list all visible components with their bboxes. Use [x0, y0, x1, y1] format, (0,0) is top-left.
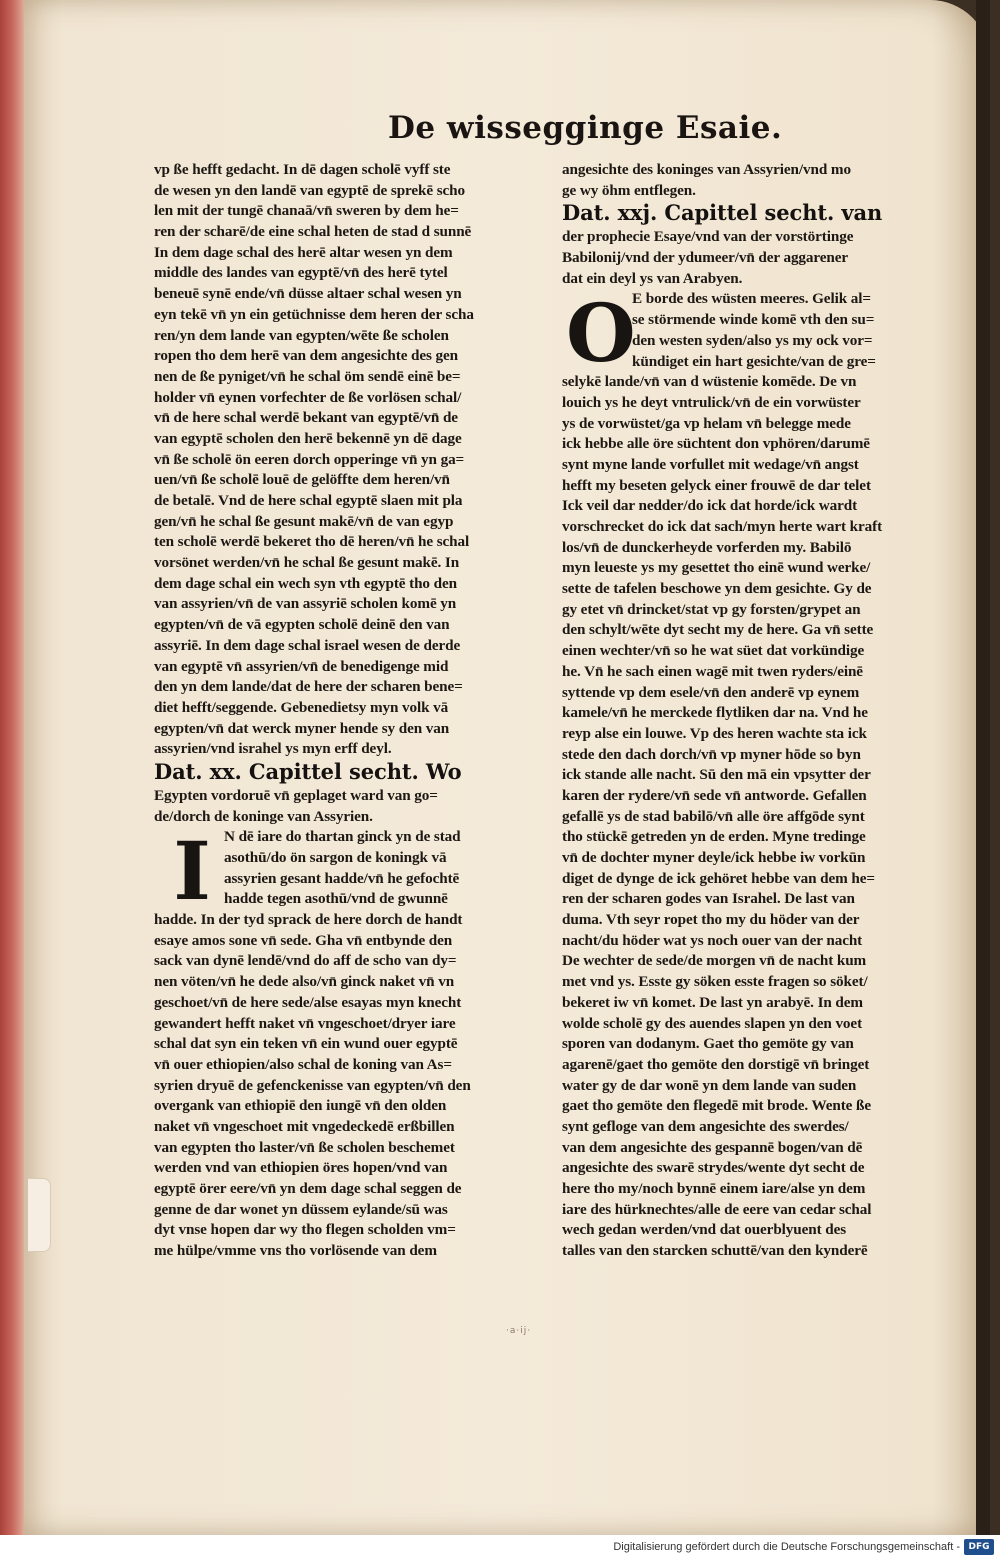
text-line: hadde tegen asothū/vnd de gwunnē [224, 890, 448, 908]
text-line: ropen tho dem herē van dem angesichte des gen [154, 347, 459, 365]
running-title: De wissegginge Esaie. [388, 110, 783, 146]
text-line: ge wy öhm entflegen. [562, 181, 696, 199]
text-line: myn leueste ys my gesettet tho einē wund werke/ [562, 559, 871, 577]
text-line: Egypten vordoruē vn̄ geplaget ward van go= [154, 786, 438, 804]
left-column-bottom-text [154, 910, 516, 1262]
text-line: de wesen yn den landē van egyptē de sprekē scho [154, 181, 466, 199]
chapter-20-heading: Dat. xx. Capittel secht. Wo [154, 759, 462, 784]
chapter-21-heading: Dat. xxj. Capittel secht. van [562, 201, 883, 226]
text-line: gy etet vn̄ drincket/stat vp gy forsten/grypet an [562, 600, 861, 618]
footer-bar [0, 1535, 1000, 1561]
text-line: egypten/vn̄ dat werck myner hende sy den van [154, 719, 450, 737]
funding-credit: Digitalisierung gefördert durch die Deutsche Forschungsgemeinschaft - [613, 1541, 960, 1553]
text-line: egyptē örer eere/vn̄ yn dem dage schal seggen de [154, 1180, 462, 1197]
text-line: egypten/vn̄ de vā egypten scholē deinē den van [154, 616, 450, 634]
text-line: uen/vn̄ ße scholē louē de gelöffte dem heren/vn̄ [154, 471, 450, 489]
text-line: der prophecie Esaye/vnd van der vorstörtinge [562, 228, 854, 246]
left-column-top-text [154, 160, 516, 760]
text-line: kamele/vn̄ he merckede flytliken dar na. Vnd he [562, 704, 868, 722]
text-line: angesichte des koninges van Assyrien/vnd mo [562, 161, 851, 178]
text-line: van dem angesichte des gespannē bogen/van dē [562, 1138, 863, 1156]
text-line: ick stande alle nacht. Sū den mā ein vpsytter der [562, 766, 871, 784]
text-line: ren der scharen godes van Israhel. De last van [562, 890, 855, 908]
text-line: nacht/du höder wat ys noch ouer van der nacht [562, 931, 863, 949]
text-line: diget de dynge de ick gehöret hebbe van dem he= [562, 869, 875, 887]
text-line: van assyrien/vn̄ de van assyriē scholen komē yn [154, 595, 457, 613]
text-line: einen wechter/vn̄ so he wat süet dat vorkündige [562, 642, 865, 660]
dfg-logo: DFG [964, 1539, 994, 1555]
text-line: ys de vorwüstet/ga vp helam vn̄ belegge mede [562, 414, 851, 432]
text-line: van egyptē scholen den herē bekennē yn dē dage [154, 429, 462, 447]
text-line: ten scholē werdē bekeret tho dē heren/vn̄ he schal [154, 533, 470, 551]
text-line: met vnd ys. Esste gy söken esste fragen so söket/ [562, 973, 868, 991]
text-line: water gy de dar wonē yn dem lande van suden [562, 1076, 857, 1094]
text-line: karen der rydere/vn̄ sede vn̄ antworde. Gefallen [562, 786, 867, 804]
text-line: agarenē/gaet tho gemöte den dorstigē vn̄ bringet [562, 1055, 870, 1073]
text-line: vn̄ ouer ethiopien/also schal de koning van As= [154, 1055, 452, 1073]
text-line: vn̄ ße scholē ön eeren dorch opperinge vn̄ yn ga= [154, 450, 465, 468]
text-line: talles van den starcken schuttē/van den kynderē [562, 1242, 868, 1260]
page-gutter-shadow [976, 0, 990, 1535]
text-line: vorsönet werden/vn̄ he schal ße gesunt makē. In [154, 554, 460, 572]
text-line: de/dorch de koninge van Assyrien. [154, 807, 373, 825]
text-line: here tho my/noch bynnē einem iare/alse yn dem [562, 1180, 866, 1197]
text-line: den yn dem lande/dat de here der scharen bene= [154, 678, 463, 696]
text-line: gewandert hefft naket vn̄ vngeschoet/dryer iare [154, 1014, 456, 1032]
text-line: reyp alse ein louwe. Vp des heren wachte sta ick [562, 724, 867, 742]
text-line: wech gedan werden/vnd dat ouerblyuent des [562, 1221, 847, 1239]
text-line: assyrien gesant hadde/vn̄ he gefochtē [224, 869, 460, 887]
text-line: tho stückē getreden yn de erden. Myne tredinge [562, 828, 866, 846]
text-line: sette de tafelen beschowe yn dem gesichte. Gy de [562, 580, 872, 598]
text-line: gen/vn̄ he schal ße gesunt makē/vn̄ de van egyp [154, 512, 454, 530]
text-line: los/vn̄ de dunckerheyde vorferden my. Babilō [562, 538, 852, 556]
right-column-top-text [562, 160, 934, 201]
text-line: ick hebbe alle öre süchtent don vphören/darumē [562, 435, 870, 453]
text-line: gefallē ys de stad babilō/vn̄ alle öre affgōde synt [562, 807, 865, 825]
text-line: asothū/do ön sargon de koningk vā [224, 849, 447, 866]
text-line: schal dat syn ein teken vn̄ ein wund ouer egyptē [154, 1035, 458, 1053]
text-line: me hülpe/vmme vns tho vorlösende van dem [154, 1242, 437, 1260]
text-line: dem dage schal ein wech syn vth egyptē tho den [154, 574, 457, 592]
text-line: dat ein deyl ys van Arabyen. [562, 269, 743, 287]
text-line: vorschrecket do ick dat sach/myn herte wart kraft [562, 518, 883, 535]
text-line: esaye amos sone vn̄ sede. Gha vn̄ entbynde den [154, 931, 453, 949]
text-line: angesichte des swarē strydes/wente dyt secht de [562, 1159, 865, 1177]
text-line: hadde. In der tyd sprack de here dorch de handt [154, 911, 463, 929]
page-tab-marker [28, 1178, 51, 1252]
text-line: ren/yn dem lande van egypten/wēte ße scholen [154, 326, 449, 344]
text-line: genne de dar wonet yn düssem eylande/sū was [154, 1200, 448, 1218]
text-line: synt myne lande vorfullet mit wedage/vn̄ angst [562, 455, 859, 473]
chapter-20-opening [154, 824, 516, 919]
text-line: len mit der tungē chanaā/vn̄ sweren by dem he= [154, 202, 459, 220]
decorated-initial-o: O [566, 286, 636, 381]
text-line: beneuē synē ende/vn̄ düsse altaer schal wesen yn [154, 285, 462, 303]
text-line: Babilonij/vnd der ydumeer/vn̄ der aggarener [562, 249, 849, 267]
text-line: geschoet/vn̄ de here sede/alse esayas myn knecht [154, 993, 462, 1011]
signature-mark: ·a·ij· [506, 1326, 532, 1336]
text-line: stede den dach dorch/vn̄ vp myner hōde so byn [562, 745, 861, 763]
text-line: In dem dage schal des herē altar wesen yn dem [154, 243, 453, 261]
text-line: diet hefft/seggende. Gebenedietsy myn volk vā [154, 698, 449, 716]
text-line: duma. Vth seyr ropet tho my du höder van der [562, 911, 860, 929]
text-line: assyriē. In dem dage schal israel wesen de derde [154, 636, 461, 654]
text-line: den schylt/wēte dyt secht my de here. Ga vn̄ sette [562, 621, 874, 639]
text-line: den westen syden/also ys my ock vor= [632, 331, 873, 349]
text-line: selykē lande/vn̄ van d wüstenie komēde. De vn [562, 373, 857, 391]
text-line: E borde des wüsten meeres. Gelik al= [632, 290, 871, 308]
left-column [154, 160, 516, 1262]
text-line: nen de ße pyniget/vn̄ he schal öm sendē einē be= [154, 367, 461, 385]
text-line: hefft my beseten gelyck einer frouwē de dar telet [562, 476, 871, 494]
text-line: N dē iare do thartan ginck yn de stad [224, 828, 461, 846]
text-line: de betalē. Vnd de here schal egyptē slaen mit pla [154, 492, 463, 509]
text-line: sporen van dodanym. Gaet tho gemöte gy van [562, 1035, 854, 1053]
text-line: he. Vn̄ he sach einen wagē mit twen ryders/einē [562, 662, 863, 680]
text-line: bekeret iw vn̄ komet. De last yn arabyē. In dem [562, 993, 863, 1011]
text-line: van egyptē vn̄ assyrien/vn̄ de benedigenge mid [154, 657, 449, 675]
text-line: nen vöten/vn̄ he dede also/vn̄ ginck naket vn̄ vn [154, 973, 455, 991]
text-line: kündiget ein hart gesichte/van de gre= [632, 352, 876, 370]
text-line: van egypten tho laster/vn̄ ße scholen beschemet [154, 1138, 455, 1156]
text-line: naket vn̄ vngeschoet mit vngedeckedē erßbillen [154, 1117, 455, 1135]
text-line: Ick veil dar nedder/do ick dat horde/ick wardt [562, 497, 858, 515]
text-line: wolde scholē gy des auendes slapen yn den voet [562, 1014, 863, 1032]
text-line: dyt vnse hopen dar wy tho flegen scholden vm= [154, 1221, 456, 1239]
text-line: sack van dynē lendē/vnd do aff de scho van dy= [154, 952, 457, 970]
chapter-21-opening [562, 286, 934, 381]
text-line: syrien dryuē de gefenckenisse van egypten/vn̄ den [154, 1076, 471, 1094]
text-line: vp ße hefft gedacht. In dē dagen scholē vyff ste [154, 161, 451, 178]
text-line: synt gefloge van dem angesichte des swerdes/ [562, 1117, 849, 1135]
text-line: vn̄ de dochter myner deyle/ick hebbe iw vorkūn [562, 849, 866, 866]
text-line: middle des landes van egyptē/vn̄ des herē tytel [154, 264, 448, 282]
right-column-bottom-text [562, 372, 934, 1262]
text-line: se störmende winde komē vth den su= [632, 311, 875, 329]
text-line: vn̄ de here schal werdē bekant van egyptē/vn̄ de [154, 409, 458, 427]
text-line: De wechter de sede/de morgen vn̄ de nacht kum [562, 952, 867, 970]
text-line: iare des hürknechtes/alle de eere van cedar schal [562, 1200, 872, 1218]
text-line: gaet tho gemöte den flegedē mit brode. Wente ße [562, 1097, 871, 1115]
right-column [562, 160, 934, 1262]
text-line: werden vnd van ethiopien öres hopen/vnd van [154, 1159, 448, 1177]
text-line: ren der scharē/de eine schal heten de stad d sunnē [154, 223, 472, 241]
text-line: eyn tekē vn̄ yn ein getüchnisse dem heren der scha [154, 305, 474, 323]
text-line: louich ys he deyt vntrulick/vn̄ de ein vorwüster [562, 393, 861, 411]
text-line: holder vn̄ eynen vorfechter de ße vorlösen schal/ [154, 388, 462, 406]
text-line: syttende vp dem esele/vn̄ den anderē vp eynem [562, 683, 860, 701]
text-line: assyrien/vnd israhel ys myn erff deyl. [154, 740, 392, 758]
decorated-initial-i: I [173, 824, 211, 919]
chapter-21-summary [562, 227, 934, 289]
chapter-20-summary [154, 786, 516, 827]
text-line: overgank van ethiopiē den iungē vn̄ den olden [154, 1097, 447, 1115]
